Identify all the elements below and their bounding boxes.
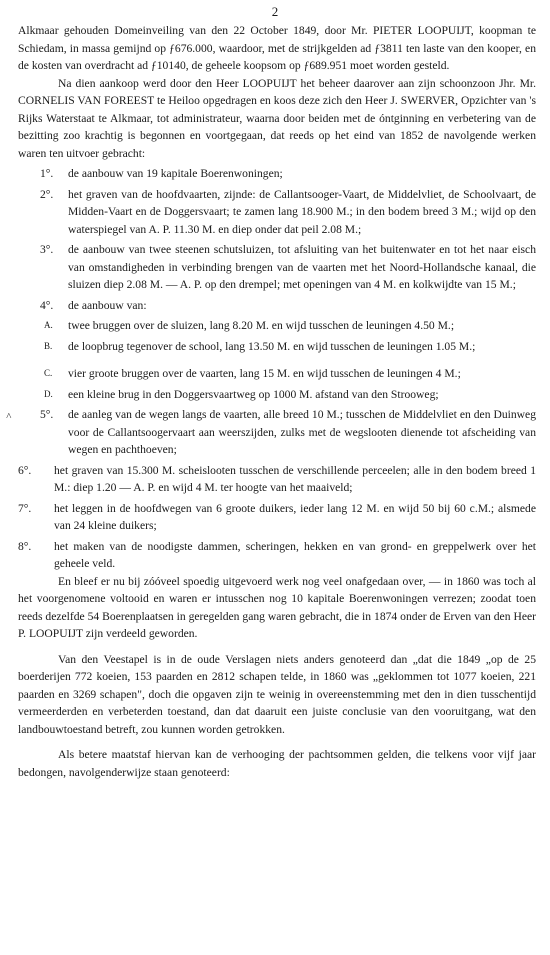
- item-number: 2°.: [40, 187, 54, 201]
- sub-item: [18, 317, 536, 335]
- sub-item-text: vier groote bruggen over de vaarten, lang 15 M. en wijd tusschen de leuningen 4 M.;: [68, 367, 461, 380]
- sub-item-letter: C.: [44, 368, 53, 378]
- margin-mark: ˄: [6, 411, 12, 422]
- sub-item-letter: B.: [44, 340, 53, 351]
- paragraph: Alkmaar gehouden Domeinveiling van den 22 October 1849, door Mr. PIETER LOOPUIJT, koopman te Schiedam, in massa gemijnd op ƒ676.000, waardoor, met de strijkgelden ad ƒ3811 ten laste van den kooper, en de kosten van overdracht ad ƒ10140, de geheele koopsom op ƒ689.951 moet worden gesteld.: [18, 24, 536, 72]
- item-text: het graven van 15.300 M. scheislooten tusschen de verschillende perceelen; alle in den bodem breed 1 M.: diep 1.20 — A. P. en wijd 4 M. ter hoogte van het maaiveld;: [54, 463, 536, 494]
- list-item: [18, 186, 536, 239]
- item-number: 5°.: [40, 408, 54, 421]
- item-text: de aanbouw van 19 kapitale Boerenwoningen;: [68, 167, 283, 180]
- page-number: 2: [271, 4, 279, 19]
- sub-item-text: twee bruggen over de sluizen, lang 8.20 M. en wijd tusschen de leuningen 4.50 M.;: [68, 319, 455, 332]
- item-number: 4°.: [40, 298, 54, 312]
- item-number: 6°.: [18, 463, 32, 477]
- sub-item-text: een kleine brug in den Doggersvaartweg op 1000 M. afstand van den Strooweg;: [68, 387, 439, 401]
- paragraph: Als betere maatstaf hiervan kan de verhooging der pachtsommen gelden, die telkens voor vijf jaar bedongen, navolgenderwijze staan genoteerd:: [18, 748, 536, 779]
- item-text: het leggen in de hoofdwegen van 6 groote duikers, ieder lang 12 M. en wijd 50 bij 60 c.M.; alsmede van 24 kleine duikers;: [54, 501, 536, 532]
- item-number: 8°.: [18, 539, 32, 553]
- list-item: [6, 406, 536, 459]
- list-item: [18, 538, 536, 573]
- sub-item: [18, 386, 536, 404]
- list-item: [18, 462, 536, 497]
- item-number: 7°.: [18, 501, 32, 515]
- sub-item-text: de loopbrug tegenover de school, lang 13.50 M. en wijd tusschen de leuningen 1.05 M.;: [68, 339, 476, 353]
- paragraph: En bleef er nu bij zóóveel spoedig uitgevoerd werk nog veel onafgedaan over, — in 1860 was toch al het voorgenomene voltooid en waren er intusschen nog 10 kapitale Boerenwoningen verrezen; zoodat toen reeds dezelfde 54 Boerenplaatsen in geregelden gang waren gebracht, die in 1874 onder de Erven van den Heer P. LOOPUIJT zijn verdeeld geworden.: [18, 574, 536, 640]
- sub-item-letter: A.: [44, 320, 53, 330]
- sub-item: [18, 365, 536, 383]
- paragraph: Van den Veestapel is in de oude Verslagen niets anders genoteerd dan „dat die 1849 „op de 25 boerderijen 772 koeien, 153 paarden en 2812 schapen telde, in 1860 was „geklommen tot 1077 koeien, 221 paarden en 3269 schapen", doch die opgaven zijn te weinig in overeenstemming met den in dien tusschentijd vermeerderden en verbeterden toestand, dan dat daaruit een juiste conclusie van den vooruitgang, wat den landbouwtoestand betreft, zou kunnen worden getrokken.: [18, 652, 536, 736]
- list-item: [18, 297, 536, 315]
- item-text: het graven van de hoofdvaarten, zijnde: de Callantsooger-Vaart, de Middelvliet, de Schoolvaart, de Midden-Vaart en de Doggersvaart; te zamen lang 18.900 M.; in den bodem breed 3 M.; wijd op den waterspiegel van A. P. 11.30 M. en diep onder dat peil 2.08 M.;: [68, 187, 536, 236]
- item-text: de aanbouw van:: [68, 298, 147, 312]
- item-number: 3°.: [40, 243, 54, 256]
- sub-item-letter: D.: [44, 388, 53, 399]
- item-number: 1°.: [40, 167, 54, 180]
- paragraph: Na dien aankoop werd door den Heer LOOPUIJT het beheer daarover aan zijn schoonzoon Jhr. Mr. CORNELIS VAN FOREEST te Heiloo opgedragen en koos deze zich den Heer J. SWERVER, Opzichter van 's Rijks Waterstaat te Alkmaar, tot administrateur, waarna door beiden met de óntginning en verbetering van de bezitting zoo krachtig is begonnen en voortgegaan, dat reeds op het eind van 1852 de navolgende werken waren ten uitvoer gebracht:: [18, 76, 536, 160]
- item-text: de aanleg van de wegen langs de vaarten, alle breed 10 M.; tusschen de Middelvliet en den Duinweg voor de Callantsoogervaart aan weerszijden, zulks met de wegslooten dienende tot afscheiding van wegen en pachthoeven;: [68, 408, 536, 456]
- list-item: [18, 500, 536, 535]
- list-item: [18, 165, 536, 183]
- body-text: [6, 22, 536, 781]
- list-item: [18, 241, 536, 294]
- item-text: het maken van de noodigste dammen, scheringen, hekken en van grond- en greppelwerk over het geheele veld.: [54, 539, 536, 570]
- sub-item: [18, 338, 536, 356]
- item-text: de aanbouw van twee steenen schutsluizen, tot afsluiting van het buitenwater en tot het naar eisch van omstandigheden in verbinding brengen van de vaarten met het Noord-Hollandsche kanaal, die sluizen diep 2.08 M. — A. P. op den drempel; met openingen van 4 M. en kolkwijdte van 15 M.;: [68, 243, 536, 291]
